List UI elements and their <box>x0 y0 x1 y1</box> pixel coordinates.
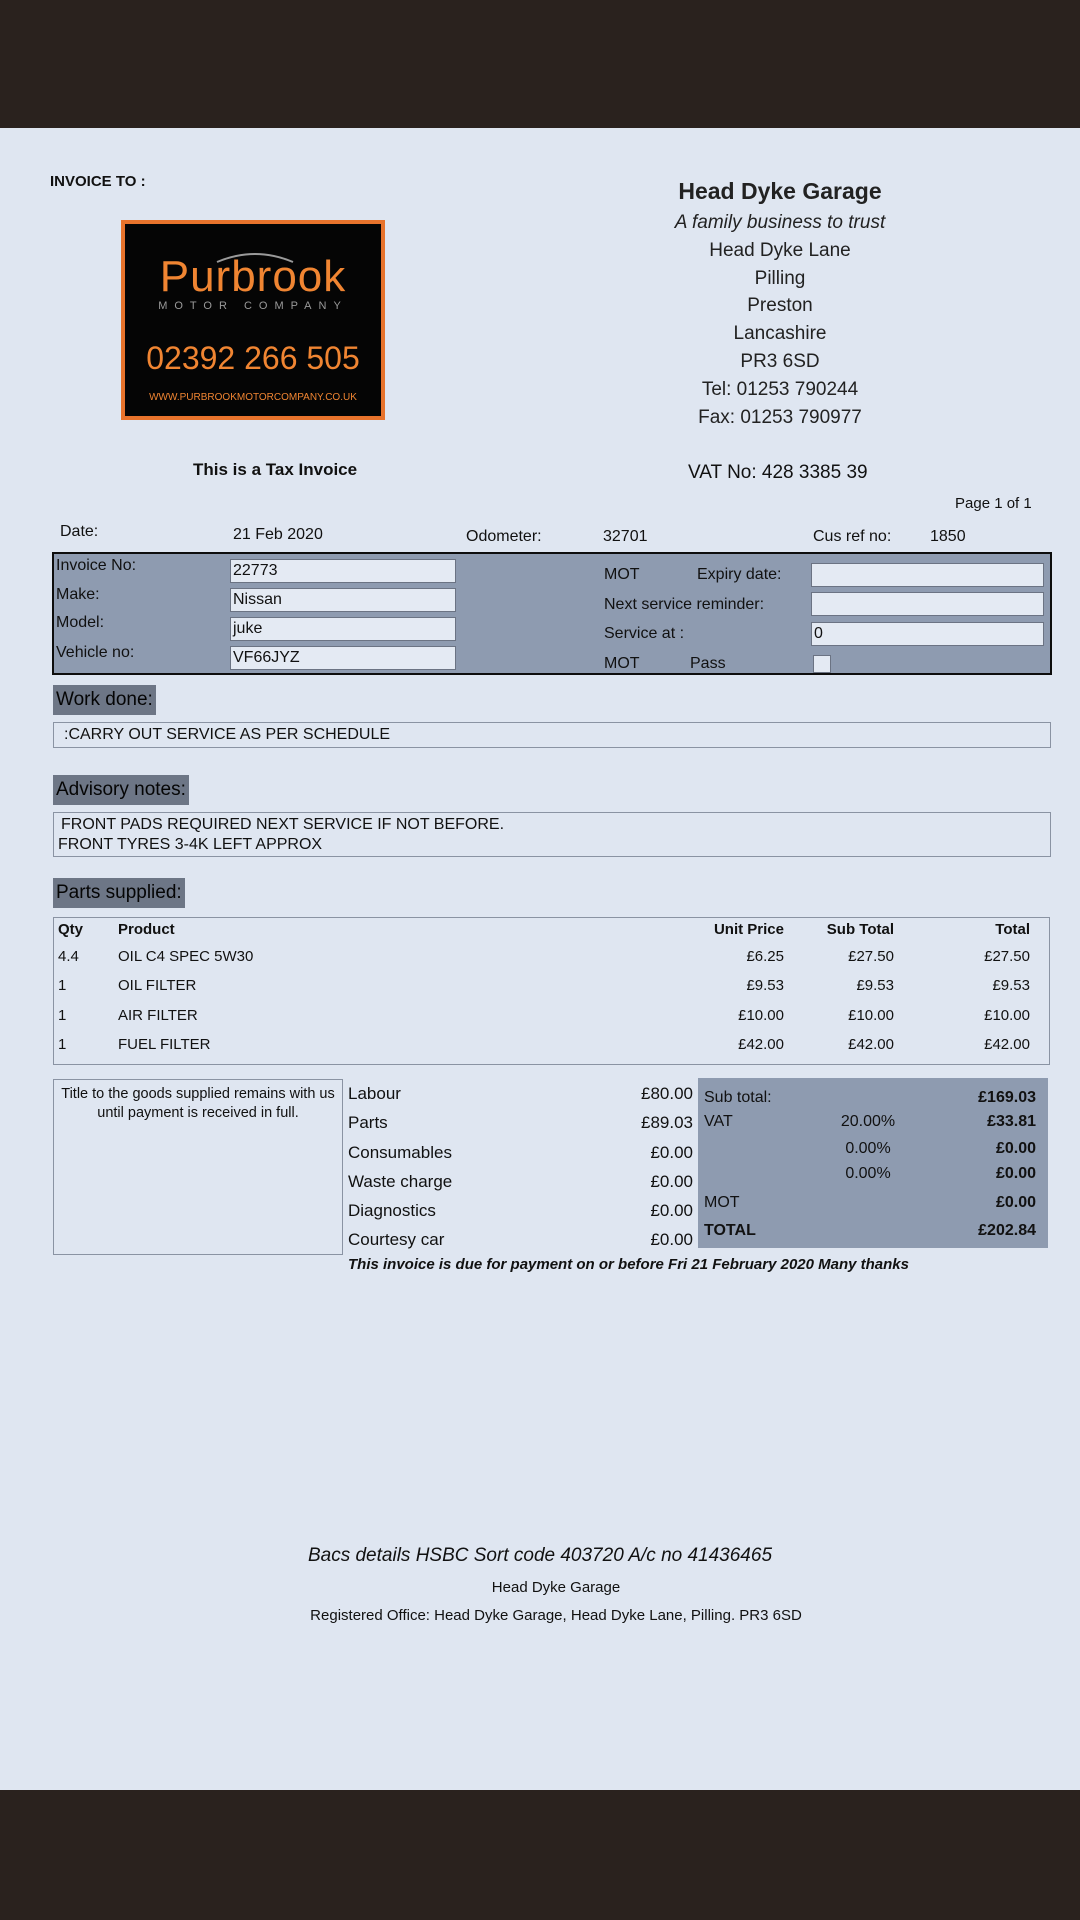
model-field[interactable]: juke <box>230 617 456 641</box>
tax-percent: 0.00% <box>845 1140 891 1157</box>
garage-header <box>630 173 930 431</box>
qty-cell: 1 <box>58 1036 67 1053</box>
mot-total-label: MOT <box>704 1194 740 1211</box>
col-product: Product <box>118 921 175 938</box>
cusref-label: Cus ref no: <box>813 528 892 545</box>
logo-subtitle: MOTOR COMPANY <box>158 300 348 312</box>
vat-value: £33.81 <box>987 1113 1036 1130</box>
sub-total-cell: £10.00 <box>848 1007 894 1024</box>
col-total: Total <box>995 921 1030 938</box>
charge-amount: £0.00 <box>650 1142 693 1162</box>
vat-number: VAT No: 428 3385 39 <box>688 462 868 483</box>
work-done-heading: Work done: <box>53 685 156 715</box>
table-row <box>54 948 1049 977</box>
odometer-label: Odometer: <box>466 528 542 545</box>
parts-heading: Parts supplied: <box>53 878 185 908</box>
sub-total-cell: £42.00 <box>848 1036 894 1053</box>
service-at-label: Service at : <box>604 625 685 642</box>
charge-label: Waste charge <box>348 1171 453 1191</box>
address-line: Head Dyke Lane <box>709 239 851 261</box>
customer-logo <box>121 220 385 420</box>
tax-value: £0.00 <box>995 1165 1036 1182</box>
product-cell: OIL FILTER <box>118 977 197 994</box>
logo-website: WWW.PURBROOKMOTORCOMPANY.CO.UK <box>149 392 357 403</box>
advisory-line: FRONT TYRES 3-4K LEFT APPROX <box>58 836 323 853</box>
charge-row <box>348 1167 693 1196</box>
tax-invoice-label: This is a Tax Invoice <box>193 460 358 479</box>
charge-label: Labour <box>348 1084 401 1103</box>
vat-percent: 20.00% <box>840 1113 896 1130</box>
charges-list <box>348 1079 693 1255</box>
vehicle-no-field[interactable]: VF66JYZ <box>230 646 456 670</box>
sub-total-cell: £27.50 <box>848 948 894 965</box>
address-line: Lancashire <box>733 323 827 345</box>
subtotal-row <box>698 1085 1048 1111</box>
charge-row <box>348 1225 693 1254</box>
charge-amount: £0.00 <box>650 1201 693 1221</box>
date-value: 21 Feb 2020 <box>233 526 323 543</box>
vat-label: VAT <box>704 1113 733 1130</box>
address-line: Pilling <box>754 267 806 289</box>
charge-row <box>348 1079 693 1108</box>
tax-percent: 0.00% <box>845 1165 891 1182</box>
col-unit-price: Unit Price <box>713 921 784 938</box>
logo-phone: 02392 266 505 <box>146 340 360 376</box>
date-label: Date: <box>60 523 99 540</box>
advisory-notes <box>53 812 1051 857</box>
work-done-text: :CARRY OUT SERVICE AS PER SCHEDULE <box>53 722 1051 748</box>
grand-total-label: TOTAL <box>704 1222 756 1239</box>
subtotal-value: £169.03 <box>978 1089 1036 1106</box>
unit-price-cell: £10.00 <box>738 1007 784 1024</box>
table-row <box>54 1007 1049 1036</box>
invoice-no-label: Invoice No: <box>56 557 137 574</box>
cusref-value: 1850 <box>930 528 966 545</box>
charge-label: Parts <box>348 1113 388 1133</box>
tax-row <box>698 1161 1048 1187</box>
page-indicator: Page 1 of 1 <box>955 495 1032 512</box>
qty-cell: 1 <box>58 1007 67 1024</box>
sub-total-cell: £9.53 <box>856 977 894 994</box>
col-sub-total: Sub Total <box>826 921 894 938</box>
table-row <box>54 977 1049 1006</box>
tax-value: £0.00 <box>995 1140 1036 1157</box>
garage-tel: Tel: 01253 790244 <box>701 378 859 400</box>
expiry-field[interactable] <box>811 563 1044 587</box>
qty-cell: 1 <box>58 977 67 994</box>
mot-row <box>698 1190 1048 1216</box>
charge-row <box>348 1108 693 1137</box>
terms-note: Title to the goods supplied remains with us until payment is received in full. <box>53 1079 343 1255</box>
product-cell: AIR FILTER <box>118 1007 198 1024</box>
advisory-line: FRONT PADS REQUIRED NEXT SERVICE IF NOT BEFORE. <box>61 816 505 833</box>
unit-price-cell: £9.53 <box>746 977 784 994</box>
table-row <box>54 1036 1049 1065</box>
invoice-to-label: INVOICE TO : <box>50 173 146 190</box>
garage-name: Head Dyke Garage <box>678 178 882 204</box>
service-at-field[interactable]: 0 <box>811 622 1044 646</box>
mot-pass-label: Pass <box>690 655 726 672</box>
total-cell: £27.50 <box>984 948 1030 965</box>
mot-pass-checkbox[interactable] <box>813 655 831 673</box>
charge-amount: £0.00 <box>650 1230 693 1250</box>
bacs-details: Bacs details HSBC Sort code 403720 A/c no 41436465 <box>307 1545 773 1566</box>
unit-price-cell: £6.25 <box>746 948 784 965</box>
registered-office: Registered Office: Head Dyke Garage, Head Dyke Lane, Pilling. PR3 6SD <box>310 1607 802 1624</box>
charge-amount: £80.00 <box>641 1084 693 1103</box>
product-cell: OIL C4 SPEC 5W30 <box>118 948 254 965</box>
charge-row <box>348 1138 693 1167</box>
garage-fax: Fax: 01253 790977 <box>698 406 862 428</box>
charge-amount: £89.03 <box>641 1113 693 1133</box>
garage-tagline: A family business to trust <box>674 212 886 233</box>
invoice-no-field[interactable]: 22773 <box>230 559 456 583</box>
logo-brand: Purbrook <box>159 252 347 301</box>
qty-cell: 4.4 <box>58 948 79 965</box>
next-service-field[interactable] <box>811 592 1044 616</box>
tax-row <box>698 1136 1048 1162</box>
vat-row <box>698 1109 1048 1135</box>
charge-label: Diagnostics <box>348 1201 436 1221</box>
charge-label: Consumables <box>348 1142 452 1162</box>
charge-label: Courtesy car <box>348 1230 445 1250</box>
advisory-heading: Advisory notes: <box>53 775 189 805</box>
next-service-label: Next service reminder: <box>604 596 765 613</box>
product-cell: FUEL FILTER <box>118 1036 211 1053</box>
make-label: Make: <box>56 586 100 603</box>
col-qty: Qty <box>58 921 84 938</box>
mot-pass-mot-label: MOT <box>604 655 640 672</box>
footer-company: Head Dyke Garage <box>491 1579 621 1596</box>
mot-total-value: £0.00 <box>995 1194 1036 1211</box>
expiry-label: Expiry date: <box>697 566 782 583</box>
odometer-value: 32701 <box>603 528 648 545</box>
vehicle-no-label: Vehicle no: <box>56 644 135 661</box>
total-cell: £10.00 <box>984 1007 1030 1024</box>
total-cell: £9.53 <box>992 977 1030 994</box>
parts-header-row <box>54 921 1049 950</box>
charge-row <box>348 1196 693 1225</box>
mot-label: MOT <box>604 566 640 583</box>
vehicle-details-panel <box>52 552 1052 675</box>
payment-due-note: This invoice is due for payment on or before Fri 21 February 2020 Many thanks <box>348 1256 909 1273</box>
model-label: Model: <box>56 614 105 631</box>
address-line: PR3 6SD <box>740 350 820 372</box>
grand-total-value: £202.84 <box>978 1222 1036 1239</box>
subtotal-label: Sub total: <box>704 1089 772 1106</box>
parts-table <box>53 917 1050 1065</box>
make-field[interactable]: Nissan <box>230 588 456 612</box>
unit-price-cell: £42.00 <box>738 1036 784 1053</box>
totals-panel <box>698 1078 1048 1248</box>
charge-amount: £0.00 <box>650 1171 693 1191</box>
address-line: Preston <box>747 295 813 317</box>
grand-total-row <box>698 1218 1048 1244</box>
total-cell: £42.00 <box>984 1036 1030 1053</box>
